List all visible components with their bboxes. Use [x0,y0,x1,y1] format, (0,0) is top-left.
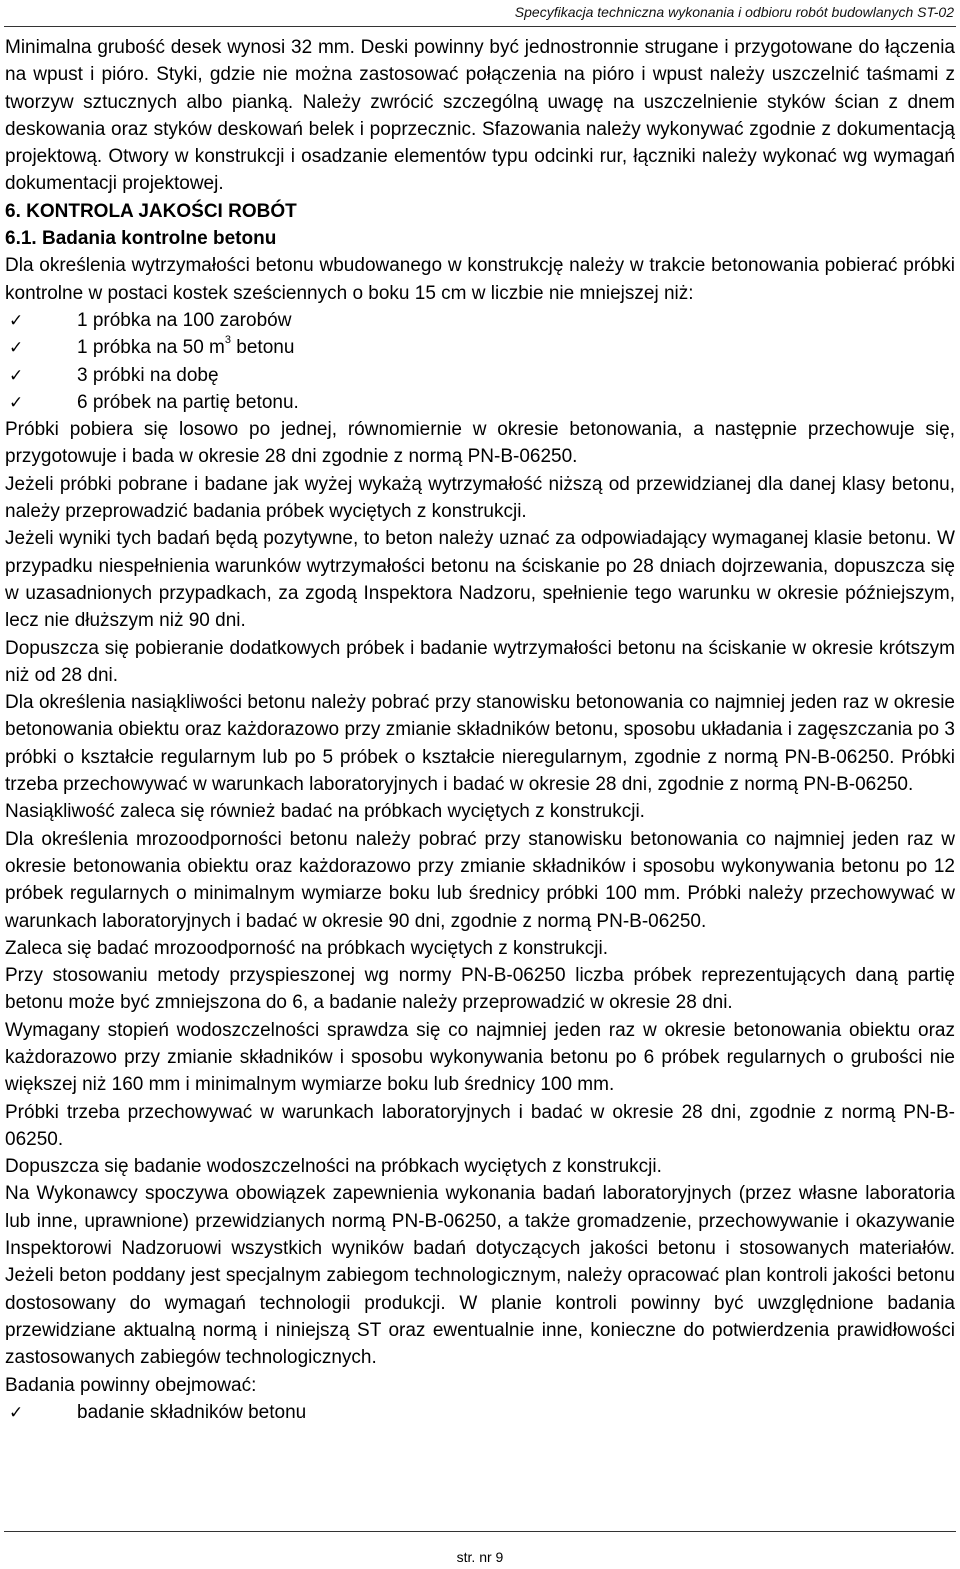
list-item-text: betonu [231,337,295,359]
header-divider [4,26,956,27]
section-heading: 6. KONTROLA JAKOŚCI ROBÓT [5,200,297,222]
list-item-text: 1 próbka na 50 m [77,337,225,359]
list-item [5,362,955,389]
paragraph: Nasiąkliwość zaleca się również badać na próbkach wyciętych z konstrukcji. [5,801,645,823]
paragraph: Wymagany stopień wodoszczelności sprawdza się co najmniej jeden raz w okresie betonowania obiektu oraz każdorazowo przy zmianie składników i sposobu wykonywania betonu po 6 próbek regularnych o grubości nie większej niż 160 mm i minimalnym wymiarze boku lub średnicy 100 mm. [5,1019,955,1096]
paragraph: Próbki pobiera się losowo po jednej, równomiernie w okresie betonowania, a następnie przechowuje się, przygotowuje i bada w okresie 28 dni zgodnie z normą PN-B-06250. [5,419,955,468]
paragraph: Przy stosowaniu metody przyspieszonej wg normy PN-B-06250 liczba próbek reprezentujących daną partię betonu może być zmniejszona do 6, a badanie należy przeprowadzić w okresie 28 dni. [5,965,955,1014]
checkmark-icon: ✓ [9,338,24,358]
paragraph: Dopuszcza się pobieranie dodatkowych próbek i badanie wytrzymałości betonu na ściskanie w okresie krótszym niż od 28 dni. [5,637,955,686]
footer-divider [4,1531,956,1532]
tests-list [5,1399,955,1426]
page-header: Specyfikacja techniczna wykonania i odbioru robót budowlanych ST-02 [514,4,954,20]
paragraph: Próbki trzeba przechowywać w warunkach laboratoryjnych i badać w okresie 28 dni, zgodnie z normą PN-B-06250. [5,1101,955,1150]
paragraph: Jeżeli wyniki tych badań będą pozytywne, to beton należy uznać za odpowiadający wymaganej klasie betonu. W przypadku niespełnienia warunków wytrzymałości betonu na ściskanie po 28 dniach dojrzewania, dopuszcza się w uzasadnionych przypadkach, za zgodą Inspektora Nadzoru, spełnienie tego warunku w okresie późniejszym, lecz nie dłuższym niż 90 dni. [5,528,955,632]
list-item [5,334,955,361]
list-item-text: 6 próbek na partię betonu. [77,391,299,413]
subsection-heading: 6.1. Badania kontrolne betonu [5,228,277,250]
list-item [5,307,955,334]
superscript: 3 [224,333,231,346]
checkmark-icon: ✓ [9,392,24,412]
list-item-text: 1 próbka na 100 zarobów [77,309,292,331]
sample-list [5,307,955,416]
list-item [5,1399,955,1426]
list-item-text: badanie składników betonu [77,1401,307,1423]
paragraph: Minimalna grubość desek wynosi 32 mm. Deski powinny być jednostronnie strugane i przygotowane do łączenia na wpust i pióro. Styki, gdzie nie można zastosować połączenia na pióro i wpust należy uszczelnić taśmami z tworzyw sztucznych albo pianką. Należy zwrócić szczególną uwagę na uszczelnienie styków ścian z dnem deskowania oraz styków deskowań belek i poprzecznic. Sfazowania należy wykonywać zgodnie z dokumentacją projektową. Otwory w konstrukcji i osadzanie elementów typu odcinki rur, łączniki należy wykonać wg wymagań dokumentacji projektowej. [5,37,955,195]
paragraph: Badania powinny obejmować: [5,1374,257,1396]
page-number: str. nr 9 [456,1549,504,1565]
checkmark-icon: ✓ [9,310,24,330]
checkmark-icon: ✓ [9,365,24,385]
paragraph: Dla określenia nasiąkliwości betonu należy pobrać przy stanowisku betonowania co najmniej jeden raz w okresie betonowania obiektu oraz każdorazowo przy zmianie składników betonu, sposobu układania i zagęszczania po 3 próbki o kształcie regularnym lub po 5 próbek o kształcie nieregularnym, zgodnie z normą PN-B-06250. Próbki trzeba przechowywać w warunkach laboratoryjnych i badać w okresie 28 dni, zgodnie z normą PN-B-06250. [5,692,955,796]
paragraph: Dla określenia mrozoodporności betonu należy pobrać przy stanowisku betonowania co najmniej jeden raz w okresie betonowania obiektu oraz każdorazowo przy zmianie składników i sposobu wykonywania betonu po 12 próbek regularnych o minimalnym wymiarze boku lub średnicy próbki 100 mm. Próbki należy przechowywać w warunkach laboratoryjnych i badać w okresie 90 dni, zgodnie z normą PN-B-06250. [5,828,955,932]
list-item [5,389,955,416]
paragraph: Jeżeli próbki pobrane i badane jak wyżej wykażą wytrzymałość niższą od przewidzianej dla danej klasy betonu, należy przeprowadzić badania próbek wyciętych z konstrukcji. [5,473,955,523]
paragraph: Dla określenia wytrzymałości betonu wbudowanego w konstrukcję należy w trakcie betonowania pobierać próbki kontrolne w postaci kostek sześciennych o boku 15 cm w liczbie nie mniejszej niż: [5,255,955,304]
paragraph: Zaleca się badać mrozoodporność na próbkach wyciętych z konstrukcji. [5,937,609,959]
document-body [5,34,955,1426]
paragraph: Dopuszcza się badanie wodoszczelności na próbkach wyciętych z konstrukcji. [5,1156,662,1178]
checkmark-icon: ✓ [9,1402,24,1422]
paragraph: Na Wykonawcy spoczywa obowiązek zapewnienia wykonania badań laboratoryjnych (przez własne laboratoria lub inne, uprawnione) przewidzianych normą PN-B-06250, a także gromadzenie, przechowywanie i okazywanie Inspektorowi Nadzoruowi wszystkich wyników badań dotyczących jakości betonu i stosowanych materiałów. Jeżeli beton poddany jest specjalnym zabiegom technologicznym, należy opracować plan kontroli jakości betonu dostosowany do wymagań technologii produkcji. W planie kontroli powinny być uwzględnione badania przewidziane aktualną normą i niniejszą ST oraz ewentualnie inne, konieczne do potwierdzenia prawidłowości zastosowanych zabiegów technologicznych. [5,1183,955,1369]
list-item-text: 3 próbki na dobę [77,364,219,386]
